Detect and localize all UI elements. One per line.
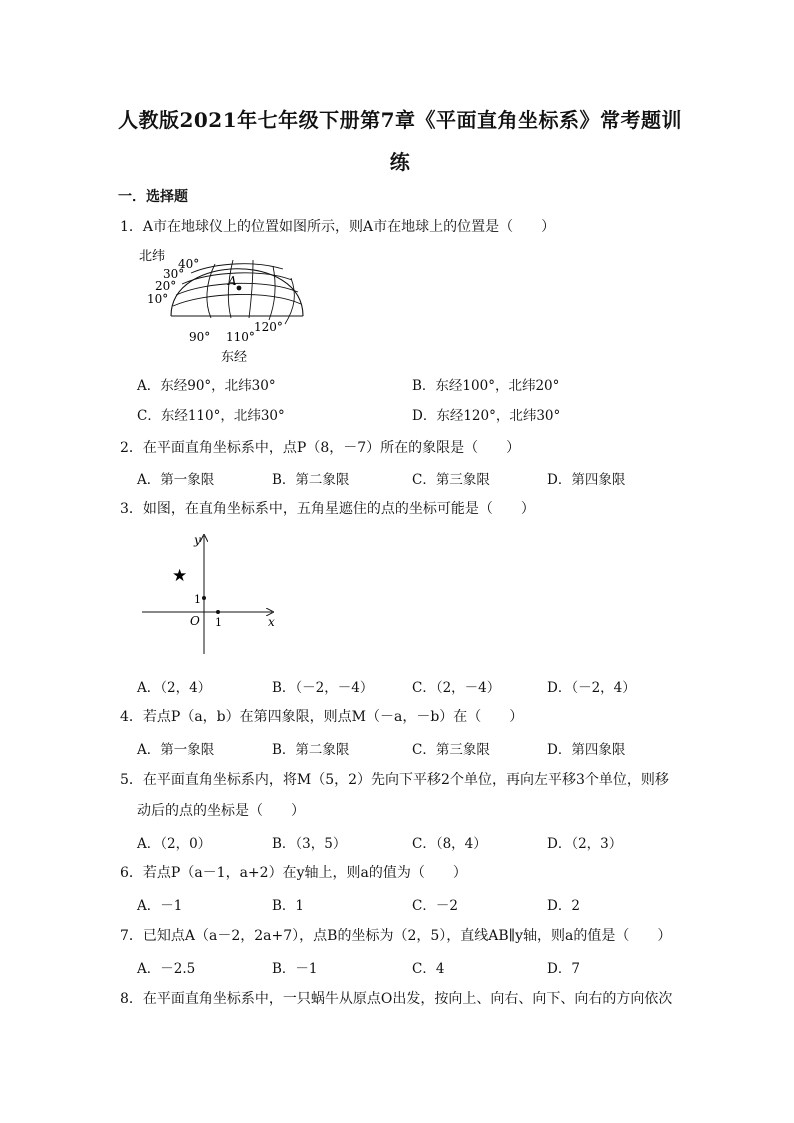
q1-option-b[interactable]: B．东经100°，北纬20° xyxy=(412,378,560,394)
y-axis-label: y xyxy=(194,533,201,547)
q3-option-d[interactable]: D．（－2，4） xyxy=(547,680,636,696)
q7-option-c[interactable]: C．4 xyxy=(412,961,445,977)
q6-option-b[interactable]: B．1 xyxy=(272,898,305,914)
north-latitude-label: 北纬 xyxy=(139,249,166,264)
y-tick-label: 1 xyxy=(194,593,201,606)
lat-20-label: 20° xyxy=(155,279,177,293)
page-title-line2: 练 xyxy=(389,150,411,174)
q2-option-d[interactable]: D．第四象限 xyxy=(547,472,626,488)
question-7-text: 7．已知点A（a－2，2a+7），点B的坐标为（2，5），直线AB∥y轴，则a的值是（ ） xyxy=(120,928,672,944)
q2-option-a[interactable]: A．第一象限 xyxy=(137,472,215,488)
question-1-text: 1．A市在地球仪上的位置如图所示，则A市在地球上的位置是（ ） xyxy=(120,219,556,235)
q7-option-b[interactable]: B．－1 xyxy=(272,961,318,977)
lat-40-label: 40° xyxy=(178,257,200,271)
q6-option-d[interactable]: D．2 xyxy=(547,898,580,914)
lon-120-label: 120° xyxy=(254,320,283,334)
lon-90-label: 90° xyxy=(189,330,211,344)
question-3-text: 3．如图，在直角坐标系中，五角星遮住的点的坐标可能是（ ） xyxy=(120,501,535,517)
q5-option-a[interactable]: A．（2，0） xyxy=(137,836,212,852)
question-6-text: 6．若点P（a－1，a+2）在y轴上，则a的值为（ ） xyxy=(120,865,467,881)
q4-option-b[interactable]: B．第二象限 xyxy=(272,742,350,758)
question-2-text: 2．在平面直角坐标系中，点P（8，－7）所在的象限是（ ） xyxy=(120,440,521,456)
q4-option-c[interactable]: C．第三象限 xyxy=(412,742,490,758)
lat-30-label: 30° xyxy=(163,267,185,281)
q6-option-a[interactable]: A．－1 xyxy=(137,898,183,914)
page-title-line1: 人教版2021年七年级下册第7章《平面直角坐标系》常考题训 xyxy=(117,108,683,132)
section-heading: 一．选择题 xyxy=(118,189,188,205)
globe-figure xyxy=(135,244,315,369)
lon-110-label: 110° xyxy=(226,330,255,344)
point-a-marker xyxy=(237,286,242,291)
x-axis-label: x xyxy=(268,615,275,629)
q5-option-c[interactable]: C．（8，4） xyxy=(412,836,487,852)
q6-option-c[interactable]: C．－2 xyxy=(412,898,458,914)
x-tick-marker xyxy=(216,610,220,614)
q2-option-b[interactable]: B．第二象限 xyxy=(272,472,350,488)
q3-option-c[interactable]: C．（2，－4） xyxy=(412,680,501,696)
star-icon: ★ xyxy=(172,566,188,586)
question-5-text-line1: 5．在平面直角坐标系内，将M（5，2）先向下平移2个单位，再向左平移3个单位，则移 xyxy=(120,772,669,788)
q4-option-d[interactable]: D．第四象限 xyxy=(547,742,626,758)
q3-option-b[interactable]: B．（－2，－4） xyxy=(272,680,374,696)
point-a-label: A xyxy=(228,274,237,288)
q1-option-a[interactable]: A．东经90°，北纬30° xyxy=(137,378,276,394)
q2-option-c[interactable]: C．第三象限 xyxy=(412,472,490,488)
x-tick-label: 1 xyxy=(215,616,222,629)
q7-option-d[interactable]: D．7 xyxy=(547,961,580,977)
origin-label: O xyxy=(190,614,200,628)
q7-option-a[interactable]: A．－2.5 xyxy=(137,961,196,977)
q4-option-a[interactable]: A．第一象限 xyxy=(137,742,215,758)
q1-option-c[interactable]: C．东经110°，北纬30° xyxy=(137,408,285,424)
y-tick-marker xyxy=(202,596,206,600)
lat-10-label: 10° xyxy=(147,292,169,306)
q5-option-d[interactable]: D．（2，3） xyxy=(547,836,623,852)
q3-option-a[interactable]: A．（2，4） xyxy=(137,680,212,696)
question-4-text: 4．若点P（a，b）在第四象限，则点M（－a，－b）在（ ） xyxy=(120,709,524,725)
question-8-text: 8．在平面直角坐标系中，一只蜗牛从原点O出发，按向上、向右、向下、向右的方向依次 xyxy=(120,991,673,1007)
coordinate-figure xyxy=(138,530,288,660)
q1-option-d[interactable]: D．东经120°，北纬30° xyxy=(412,408,561,424)
q5-option-b[interactable]: B．（3，5） xyxy=(272,836,347,852)
question-5-text-line2: 动后的点的坐标是（ ） xyxy=(137,803,305,819)
east-longitude-label: 东经 xyxy=(221,350,248,365)
